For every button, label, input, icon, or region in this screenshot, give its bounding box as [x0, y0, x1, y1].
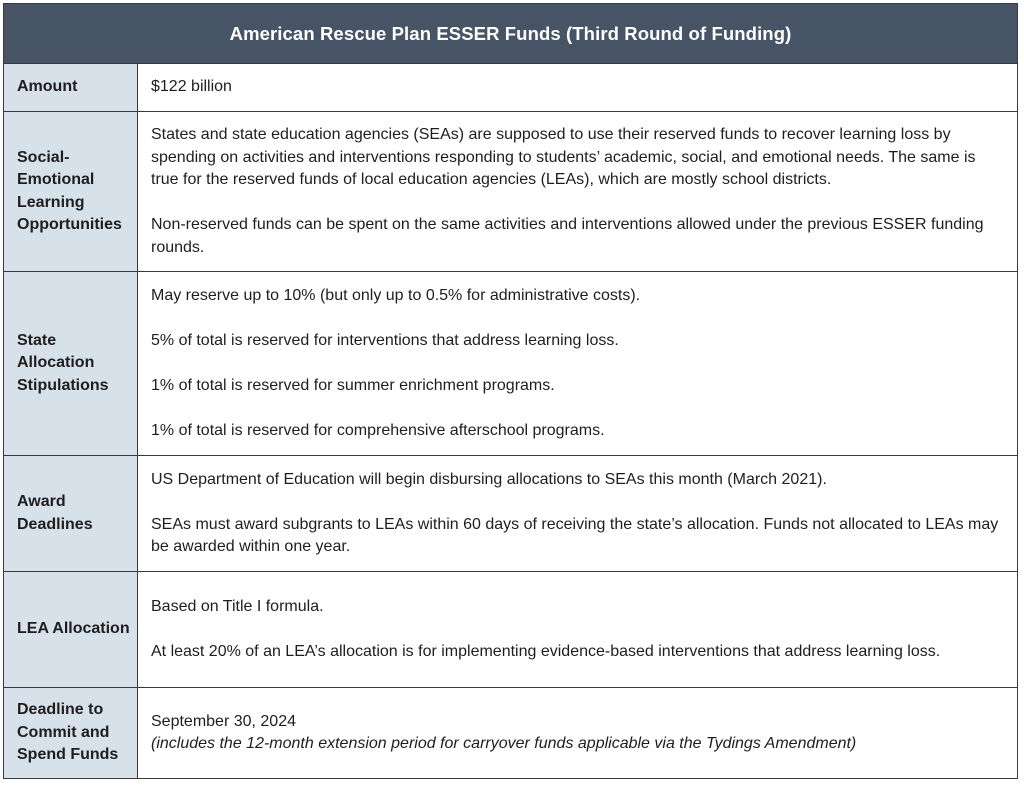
row-content-social-emotional	[138, 112, 1017, 271]
paragraph: 5% of total is reserved for interventions that address learning loss.	[151, 331, 619, 349]
row-label-amount: Amount	[4, 64, 138, 111]
paragraph: US Department of Education will begin disbursing allocations to SEAs this month (March 2021).	[151, 470, 827, 488]
paragraph: Based on Title I formula.	[151, 597, 324, 615]
esser-funds-table	[3, 3, 1018, 779]
paragraph: 1% of total is reserved for comprehensive afterschool programs.	[151, 421, 605, 439]
paragraph: May reserve up to 10% (but only up to 0.5% for administrative costs).	[151, 286, 641, 304]
row-content-award-deadlines	[138, 456, 1017, 571]
paragraph: At least 20% of an LEA’s allocation is for implementing evidence-based interventions that address learning loss.	[151, 642, 941, 660]
paragraph: 1% of total is reserved for summer enrichment programs.	[151, 376, 555, 394]
deadline-date: September 30, 2024	[151, 712, 296, 730]
table-title: American Rescue Plan ESSER Funds (Third Round of Funding)	[4, 4, 1017, 64]
table-row-award-deadlines	[4, 456, 1017, 572]
row-label-social-emotional: Social-Emotional Learning Opportunities	[4, 112, 138, 271]
row-content-deadline	[138, 688, 1017, 778]
row-label-lea-allocation: LEA Allocation	[4, 572, 138, 687]
paragraph: SEAs must award subgrants to LEAs within 60 days of receiving the state’s allocation. Funds not allocated to LEAs may be awarded within one year.	[151, 515, 999, 555]
table-row-state-allocation	[4, 272, 1017, 456]
row-label-state-allocation: State Allocation Stipulations	[4, 272, 138, 455]
row-content-amount	[138, 64, 1017, 111]
row-label-award-deadlines: Award Deadlines	[4, 456, 138, 571]
row-label-deadline: Deadline to Commit and Spend Funds	[4, 688, 138, 778]
row-content-lea-allocation	[138, 572, 1017, 687]
table-row-lea-allocation	[4, 572, 1017, 688]
table-row-social-emotional	[4, 112, 1017, 272]
paragraph: Non-reserved funds can be spent on the same activities and interventions allowed under the previous ESSER funding rounds.	[151, 216, 984, 256]
amount-value: $122 billion	[151, 78, 232, 96]
table-row-deadline	[4, 688, 1017, 778]
table-row-amount	[4, 64, 1017, 112]
row-content-state-allocation	[138, 272, 1017, 455]
deadline-note: (includes the 12-month extension period for carryover funds applicable via the Tydings Amendment)	[151, 735, 857, 752]
paragraph: States and state education agencies (SEAs) are supposed to use their reserved funds to recover learning loss by spending on activities and interventions responding to students’ academic, social, and emotional needs. The same is true for the reserved funds of local education agencies (LEAs), which are mostly school districts.	[151, 126, 976, 188]
